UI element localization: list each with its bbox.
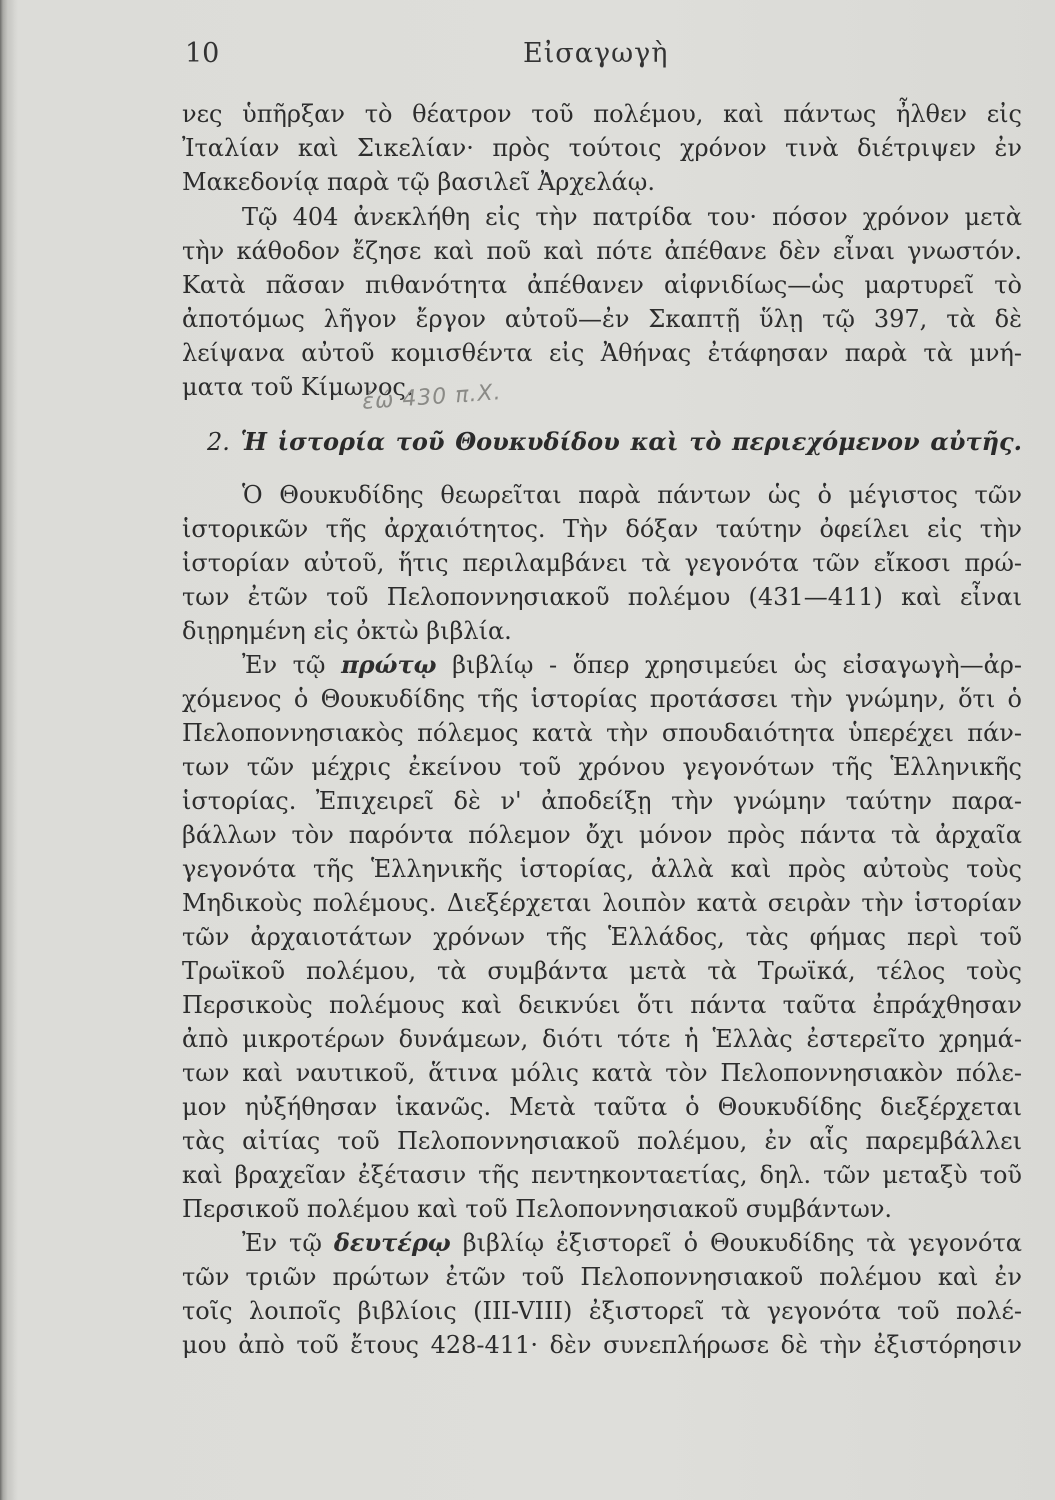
page-number: 10 xyxy=(185,38,220,69)
text-line: μον ηὐξήθησαν ἱκανῶς. Μετὰ ταῦτα ὁ Θουκυδίδης διεξέρχεται xyxy=(182,1093,1022,1121)
text-line: Μακεδονίᾳ παρὰ τῷ βασιλεῖ Ἀρχελάῳ. xyxy=(182,168,655,196)
text-line: μου ἀπὸ τοῦ ἔτους 428-411· δὲν συνεπλήρωσε δὲ τὴν ἐξιστόρησιν xyxy=(182,1331,1022,1359)
text-line: Μηδικοὺς πολέμους. Διεξέρχεται λοιπὸν κατὰ σειρὰν τὴν ἱστορίαν xyxy=(182,889,1022,917)
page-binding-edge xyxy=(0,0,18,1500)
text-line: τοῖς λοιποῖς βιβλίοις (III-VIII) ἐξιστορεῖ τὰ γεγονότα τοῦ πολέ- xyxy=(182,1297,1022,1325)
text-line: διῃρημένη εἰς ὀκτὼ βιβλία. xyxy=(182,617,512,645)
text-line: Τρωϊκοῦ πολέμου, τὰ συμβάντα μετὰ τὰ Τρωϊκά, τέλος τοὺς xyxy=(182,957,1022,985)
text-line: Περσικοὺς πολέμους καὶ δεικνύει ὅτι πάντα ταῦτα ἐπράχθησαν xyxy=(182,991,1022,1019)
text-line: ἀποτόμως λῆγον ἔργον αὐτοῦ—ἐν Σκαπτῇ ὕλῃ τῷ 397, τὰ δὲ xyxy=(182,305,1022,333)
text-line: τὴν κάθοδον ἔζησε καὶ ποῦ καὶ πότε ἀπέθανε δὲν εἶναι γνωστόν. xyxy=(182,237,1022,265)
section-heading xyxy=(207,425,1022,459)
text-line: των τῶν μέχρις ἐκείνου τοῦ χρόνου γεγονότων τῆς Ἑλληνικῆς xyxy=(182,753,1022,781)
text-line: γεγονότα τῆς Ἑλληνικῆς ἱστορίας, ἀλλὰ καὶ πρὸς αὐτοὺς τοὺς xyxy=(182,855,1022,883)
text-line: ματα τοῦ Κίμωνος. xyxy=(182,373,414,401)
text-line: ἱστορικῶν τῆς ἀρχαιότητος. Τὴν δόξαν ταύτην ὀφείλει εἰς τὴν xyxy=(182,515,1022,543)
text-line: Περσικοῦ πολέμου καὶ τοῦ Πελοποννησιακοῦ συμβάντων. xyxy=(182,1195,893,1223)
text-line: Ἰταλίαν καὶ Σικελίαν· πρὸς τούτοις χρόνον τινὰ διέτριψεν ἐν xyxy=(182,134,1022,162)
text-fragment: Ἐν τῷ xyxy=(242,1229,322,1257)
text-line: Ὁ Θουκυδίδης θεωρεῖται παρὰ πάντων ὡς ὁ μέγιστος τῶν xyxy=(242,481,1022,509)
text-line: Πελοποννησιακὸς πόλεμος κατὰ τὴν σπουδαιότητα ὑπερέχει πάν- xyxy=(182,719,1022,747)
page-header xyxy=(185,38,1020,74)
text-line xyxy=(182,648,1022,682)
text-line: χόμενος ὁ Θουκυδίδης τῆς ἱστορίας προτάσσει τὴν γνώμην, ὅτι ὁ xyxy=(182,685,1022,713)
pencil-annotation: ἐώ 430 π.Χ. xyxy=(361,380,503,415)
text-line: των καὶ ναυτικοῦ, ἅτινα μόλις κατὰ τὸν Πελοποννησιακὸν πόλε- xyxy=(182,1059,1022,1087)
text-line: ἀπὸ μικροτέρων δυνάμεων, διότι τότε ἡ Ἑλλὰς ἐστερεῖτο χρημά- xyxy=(182,1025,1022,1053)
text-line: των ἐτῶν τοῦ Πελοποννησιακοῦ πολέμου (431—411) καὶ εἶναι xyxy=(182,583,1022,611)
emphasized-word: πρώτῳ xyxy=(341,650,437,679)
running-title: Εἰσαγωγὴ xyxy=(523,38,669,69)
text-line: βάλλων τὸν παρόντα πόλεμον ὄχι μόνον πρὸς πάντα τὰ ἀρχαῖα xyxy=(182,821,1022,849)
text-line: τῶν ἀρχαιοτάτων χρόνων τῆς Ἑλλάδος, τὰς φήμας περὶ τοῦ xyxy=(182,923,1022,951)
text-line: νες ὑπῆρξαν τὸ θέατρον τοῦ πολέμου, καὶ πάντως ἦλθεν εἰς xyxy=(182,100,1022,128)
text-line: τὰς αἰτίας τοῦ Πελοποννησιακοῦ πολέμου, ἐν αἷς παρεμβάλλει xyxy=(182,1127,1022,1155)
emphasized-word: δευτέρῳ xyxy=(333,1228,451,1257)
text-line: Κατὰ πᾶσαν πιθανότητα ἀπέθανεν αἰφνιδίως—ὡς μαρτυρεῖ τὸ xyxy=(182,271,1022,299)
text-line: Τῷ 404 ἀνεκλήθη εἰς τὴν πατρίδα του· πόσον χρόνον μετὰ xyxy=(242,203,1022,231)
text-fragment: Ἐν τῷ xyxy=(242,651,326,679)
text-line: λείψανα αὐτοῦ κομισθέντα εἰς Ἀθήνας ἐτάφησαν παρὰ τὰ μνή- xyxy=(182,339,1022,367)
text-line: ἱστορίαν αὐτοῦ, ἥτις περιλαμβάνει τὰ γεγονότα τῶν εἴκοσι πρώ- xyxy=(182,549,1022,577)
text-line: καὶ βραχεῖαν ἐξέτασιν τῆς πεντηκονταετίας, δηλ. τῶν μεταξὺ τοῦ xyxy=(182,1161,1022,1189)
text-line: τῶν τριῶν πρώτων ἐτῶν τοῦ Πελοποννησιακοῦ πολέμου καὶ ἐν xyxy=(182,1263,1022,1291)
section-title: Ἡ ἱστορία τοῦ Θουκυδίδου καὶ τὸ περιεχόμενον αὐτῆς. xyxy=(240,427,1023,456)
text-line xyxy=(182,1226,1022,1260)
section-number: 2. xyxy=(207,428,230,456)
text-line: ἱστορίας. Ἐπιχειρεῖ δὲ ν' ἀποδείξῃ τὴν γνώμην ταύτην παρα- xyxy=(182,787,1022,815)
text-fragment: βιβλίῳ - ὅπερ χρησιμεύει ὡς εἰσαγωγὴ—ἀρ- xyxy=(452,651,1023,679)
text-fragment: βιβλίῳ ἐξιστορεῖ ὁ Θουκυδίδης τὰ γεγονότα xyxy=(462,1229,1022,1257)
